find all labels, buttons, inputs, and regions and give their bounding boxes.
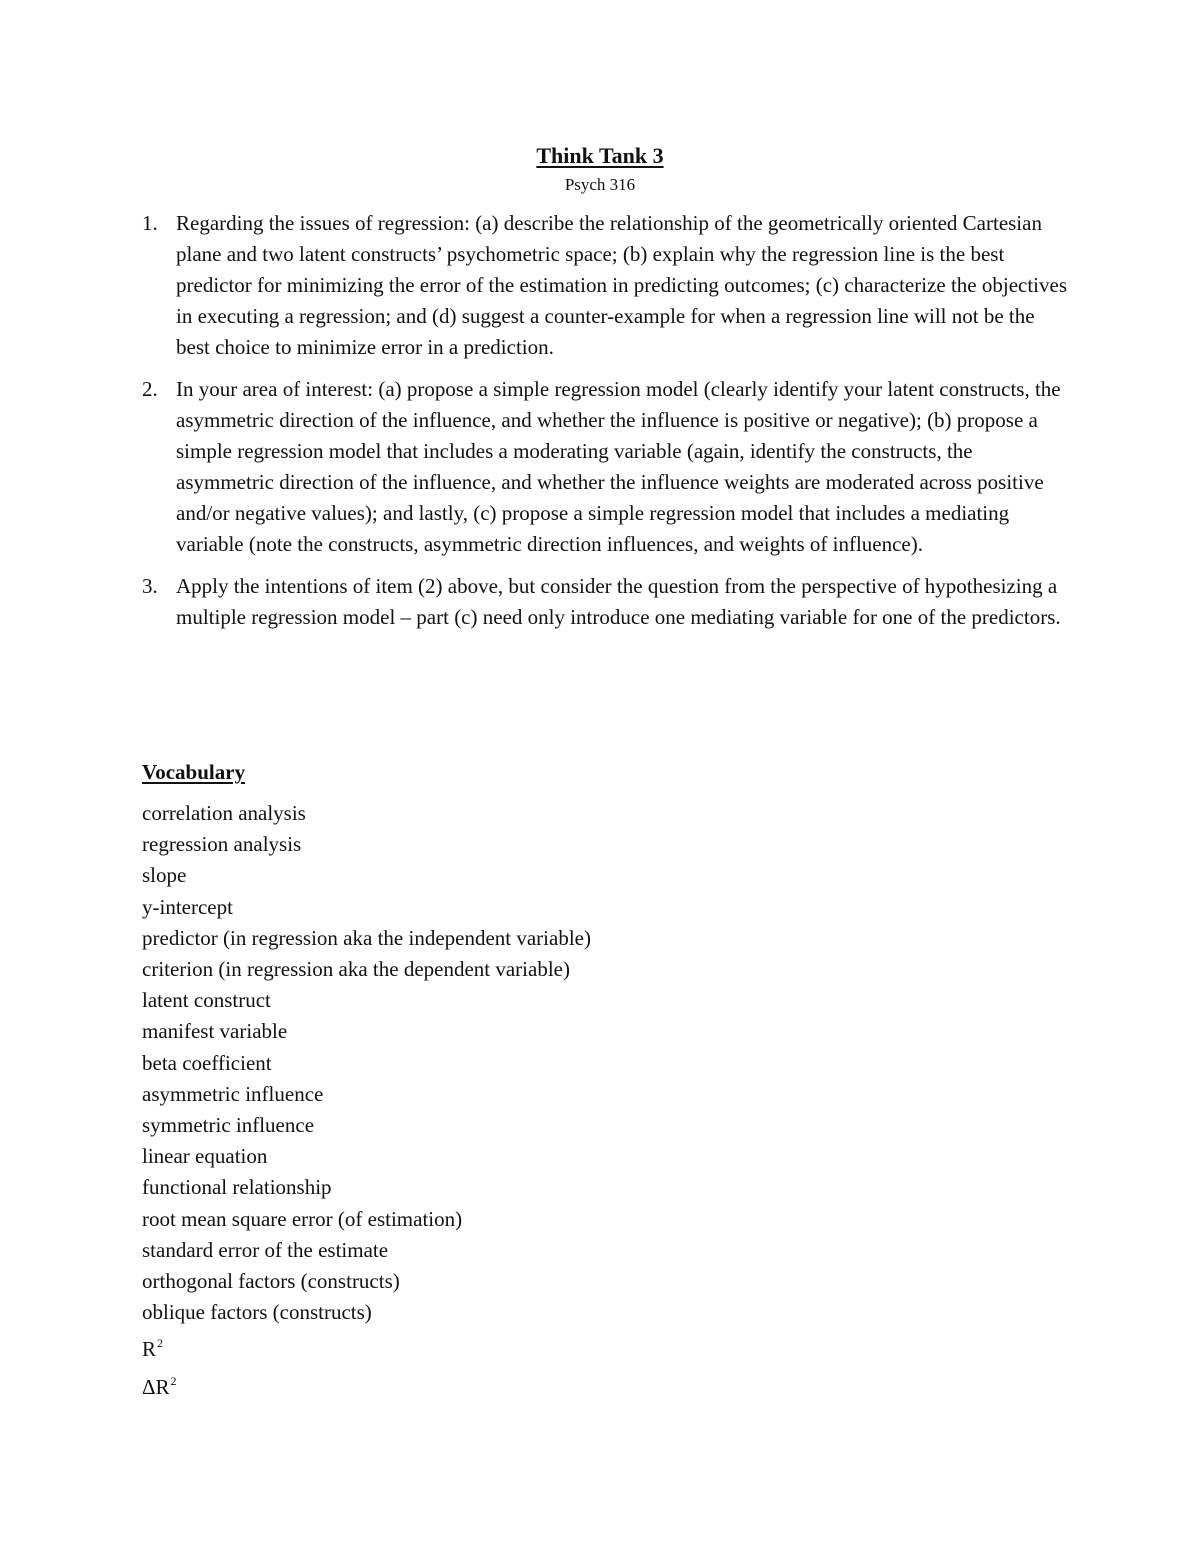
question-number: 2. bbox=[142, 377, 158, 401]
vocabulary-list bbox=[142, 798, 591, 1403]
question-number: 3. bbox=[142, 574, 158, 598]
question-item bbox=[140, 208, 1070, 363]
vocabulary-term: correlation analysis bbox=[142, 801, 306, 825]
vocabulary-term: criterion (in regression aka the dependent variable) bbox=[142, 957, 570, 982]
vocabulary-term: orthogonal factors (constructs) bbox=[142, 1269, 400, 1294]
vocabulary-term: latent construct bbox=[142, 988, 271, 1013]
vocabulary-term: linear equation bbox=[142, 1144, 268, 1169]
question-list bbox=[140, 208, 1070, 644]
vocabulary-term: standard error of the estimate bbox=[142, 1237, 389, 1262]
r-squared-exponent: 2 bbox=[157, 1336, 164, 1351]
question-text: Apply the intentions of item (2) above, but consider the question from the perspective of hypothesizing a multiple regression model – part (c) need only introduce one mediating variable for one of the predictors. bbox=[176, 574, 1061, 629]
vocabulary-term: slope bbox=[142, 863, 187, 888]
vocabulary-term-r-squared bbox=[142, 1328, 591, 1365]
vocabulary-term: regression analysis bbox=[142, 832, 302, 857]
delta-r-squared-exponent: 2 bbox=[170, 1373, 177, 1388]
vocabulary-term: y-intercept bbox=[142, 894, 233, 919]
question-item bbox=[140, 571, 1070, 633]
vocabulary-term: symmetric influence bbox=[142, 1113, 315, 1138]
question-number: 1. bbox=[142, 211, 158, 235]
vocabulary-term: asymmetric influence bbox=[142, 1081, 324, 1106]
question-item bbox=[140, 374, 1070, 560]
page-title: Think Tank 3 bbox=[536, 143, 664, 168]
vocabulary-term-delta-r-squared bbox=[142, 1366, 591, 1403]
vocabulary-term: root mean square error (of estimation) bbox=[142, 1206, 463, 1231]
vocabulary-heading: Vocabulary bbox=[142, 760, 246, 784]
vocabulary-term: functional relationship bbox=[142, 1175, 332, 1200]
delta-r-squared-base: ΔR bbox=[142, 1374, 170, 1399]
r-squared-base: R bbox=[142, 1337, 157, 1362]
question-text: In your area of interest: (a) propose a simple regression model (clearly identify your latent constructs, the asymmetric direction of the influence, and whether the influence is positive or negative); (b) propose a simple regression model that includes a moderating variable (again, identify the constructs, the asymmetric direction of the influence, and whether the influence weights are moderated across positive and/or negative values); and lastly, (c) propose a simple regression model that includes a mediating variable (note the constructs, asymmetric direction influences, and weights of influence). bbox=[176, 377, 1061, 556]
vocabulary-term: predictor (in regression aka the independent variable) bbox=[142, 925, 591, 950]
vocabulary-term: oblique factors (constructs) bbox=[142, 1300, 372, 1325]
course-subtitle: Psych 316 bbox=[564, 175, 636, 194]
question-text: Regarding the issues of regression: (a) describe the relationship of the geometrically oriented Cartesian plane and two latent constructs’ psychometric space; (b) explain why the regression line is the best predictor for minimizing the error of the estimation in predicting outcomes; (c) characterize the objectives in executing a regression; and (d) suggest a counter-example for when a regression line will not be the best choice to minimize error in a prediction. bbox=[176, 211, 1067, 359]
vocabulary-term: beta coefficient bbox=[142, 1050, 272, 1075]
vocabulary-term: manifest variable bbox=[142, 1019, 288, 1044]
